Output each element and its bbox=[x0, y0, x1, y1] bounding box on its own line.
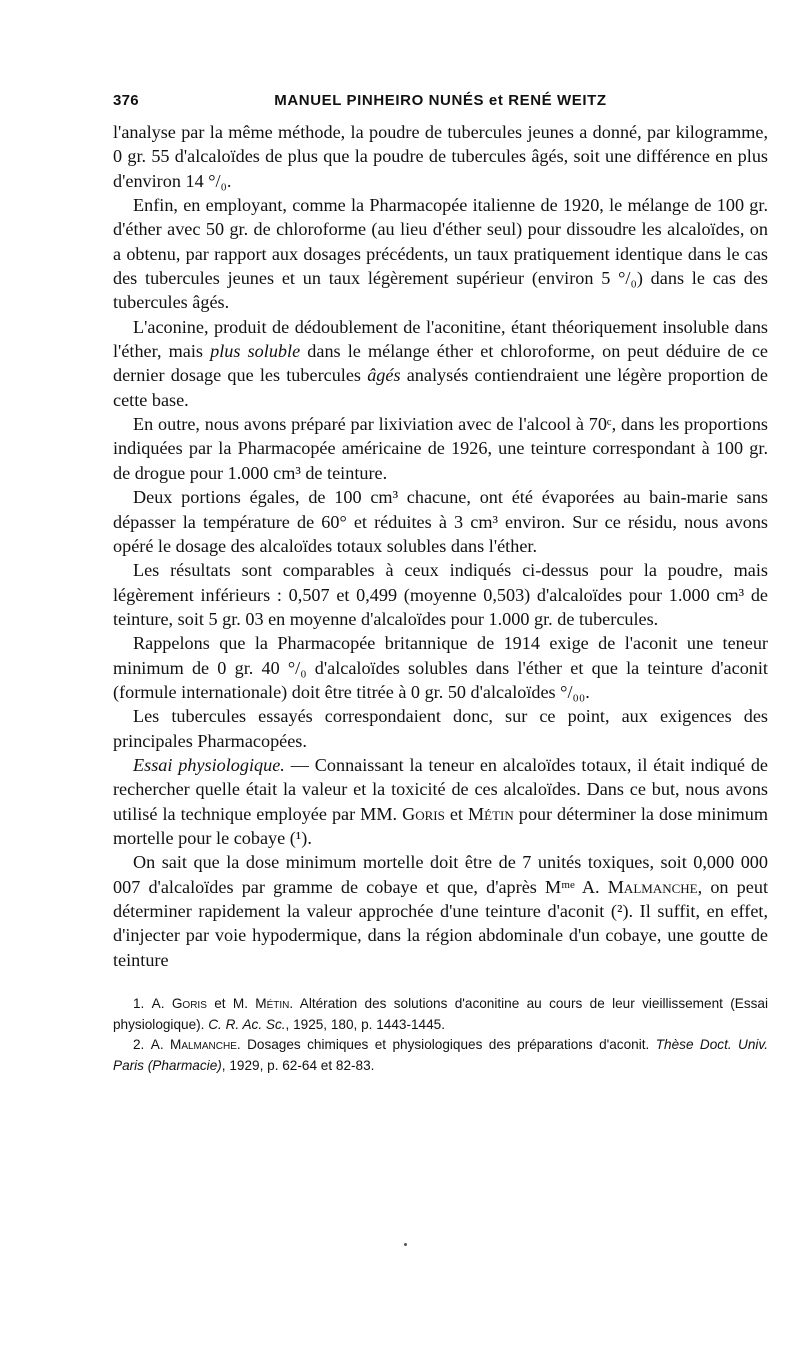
author-name-goris: Goris bbox=[402, 803, 445, 824]
author-name-malmanche: Malmanche bbox=[607, 876, 698, 897]
emphasis-ages: âgés bbox=[367, 365, 401, 386]
footnote-1: 1. A. Goris et M. Métin. Altération des solutions d'aconitine au cours de leur vieillissement (Essai physiologique). C. R. Ac. Sc., 1925, 180, p. 1443-1445. bbox=[113, 996, 768, 1032]
book-page bbox=[113, 92, 768, 1076]
body-text bbox=[113, 120, 768, 972]
footnotes bbox=[113, 994, 768, 1076]
author-name-metin: Métin bbox=[467, 803, 514, 824]
paragraph-evaporation: Deux portions égales, de 100 cm³ chacune, ont été évaporées au bain-marie sans dépasser la température de 60° et réduites à 3 cm³ environ. Sur ce résidu, nous avons opéré le dosage des alcaloïdes totaux solubles dans l'éther. bbox=[113, 487, 768, 556]
paragraph-british-pharmacopoeia: Rappelons que la Pharmacopée britannique de 1914 exige de l'aconit une teneur minimum de 0 gr. 40 °/₀ d'alcaloïdes solubles dans l'éther et que la teinture d'aconit (formule internationale) doit être titrée à 0 gr. 50 d'alcaloïdes °/₀₀. bbox=[113, 633, 768, 702]
paragraph-results: Les résultats sont comparables à ceux indiqués ci-dessus pour la poudre, mais légèrement inférieurs : 0,507 et 0,499 (moyenne 0,503) d'alcaloïdes pour 1.000 cm³ de teinture, soit 5 gr. 03 en moyenne d'alcaloïdes pour 1.000 gr. de tubercules. bbox=[113, 560, 768, 629]
paragraph-continuation: l'analyse par la même méthode, la poudre de tubercules jeunes a donné, par kilogramme, 0 gr. 55 d'alcaloïdes de plus que la poudre de tubercules âgés, soit une différence en plus d'environ 14 °/₀. bbox=[113, 122, 768, 191]
paragraph-lethal-dose: On sait que la dose minimum mortelle doit être de 7 unités toxiques, soit 0,000 000 007 d'alcaloïdes par gramme de cobaye et que, d'après Mᵐᵉ A. Malmanche, on peut déterminer rapidement la valeur approchée d'une teinture d'aconit (²). Il suffit, en effet, d'injecter par voie hypodermique, dans la région abdominale d'un cobaye, une goutte de teinture bbox=[113, 852, 768, 970]
section-title-essai-physiologique: Essai physiologique. bbox=[133, 754, 285, 775]
footnote-2: 2. A. Malmanche. Dosages chimiques et physiologiques des préparations d'aconit. Thèse Doct. Univ. Paris (Pharmacie), 1929, p. 62-64 et 82-83. bbox=[113, 1037, 768, 1073]
paragraph-aconine: L'aconine, produit de dédoublement de l'aconitine, étant théoriquement insoluble dans l'éther, mais plus soluble dans le mélange éther et chloroforme, on peut déduire de ce dernier dosage que les tubercules âgés analysés contiendraient une légère proportion de cette base. bbox=[113, 316, 769, 410]
page-number: 376 bbox=[113, 92, 139, 109]
emphasis-plus-soluble: plus soluble bbox=[210, 341, 301, 362]
paragraph-physiological-test: Essai physiologique. — Connaissant la teneur en alcaloïdes totaux, il était indiqué de rechercher quelle était la valeur et la toxicité de ces alcaloïdes. Dans ce but, nous avons utilisé la technique employée par MM. Goris et Métin pour déterminer la dose minimum mortelle pour le cobaye (¹). bbox=[113, 754, 769, 848]
print-speck bbox=[404, 1243, 407, 1246]
paragraph-italian-pharmacopoeia: Enfin, en employant, comme la Pharmacopée italienne de 1920, le mélange de 100 gr. d'éther avec 50 gr. de chloroforme (au lieu d'éther seul) pour dissoudre les alcaloïdes, on a obtenu, par rapport aux dosages précédents, un taux pratiquement identique dans le cas des tubercules jeunes et un taux légèrement supérieur (environ 5 °/₀) dans le cas des tubercules âgés. bbox=[113, 195, 768, 313]
paragraph-conclusion: Les tubercules essayés correspondaient donc, sur ce point, aux exigences des principales Pharmacopées. bbox=[113, 706, 768, 751]
running-head: MANUEL PINHEIRO NUNÉS et RENÉ WEITZ bbox=[274, 92, 607, 109]
paragraph-lixiviation: En outre, nous avons préparé par lixiviation avec de l'alcool à 70ᶜ, dans les proportions indiquées par la Pharmacopée américaine de 1926, une teinture correspondant à 100 gr. de drogue pour 1.000 cm³ de teinture. bbox=[113, 414, 768, 483]
page-header bbox=[113, 92, 768, 120]
